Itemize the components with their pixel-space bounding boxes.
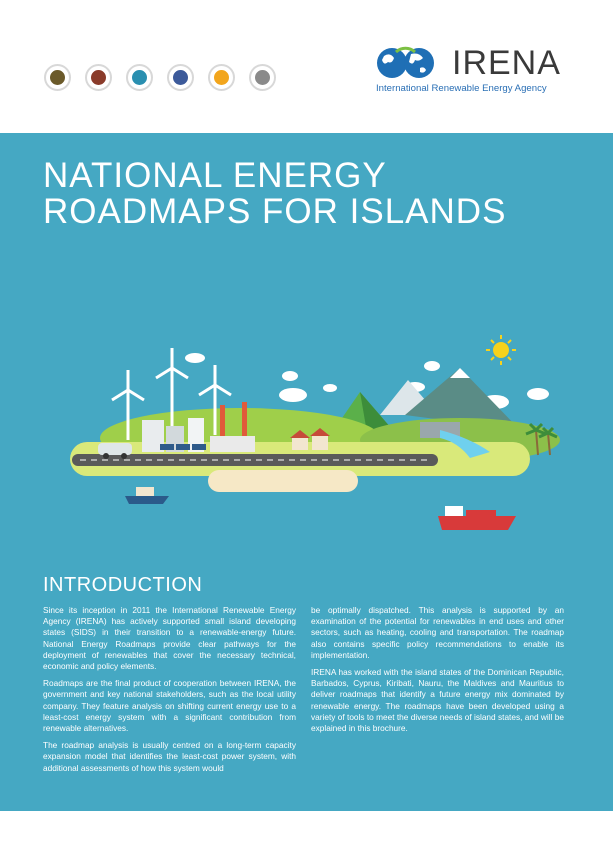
globe-logo-icon (376, 46, 446, 82)
bioenergy-icon (44, 64, 71, 91)
cargo-ship (438, 506, 516, 530)
introduction-heading: INTRODUCTION (43, 574, 203, 596)
logo-wordmark: IRENA (452, 44, 561, 82)
page-title (43, 158, 506, 230)
island-illustration (60, 330, 580, 550)
solar-panels (160, 444, 206, 450)
title-line-1: NATIONAL ENERGY (43, 156, 387, 195)
intro-column-right (311, 605, 564, 740)
geothermal-icon (85, 64, 112, 91)
ocean-energy-icon (167, 64, 194, 91)
page-footer (0, 811, 613, 860)
logo-tagline: International Renewable Energy Agency (376, 83, 547, 94)
intro-paragraph: The roadmap analysis is usually centred on a long-term capacity expansion model that identifies the least-cost power system, with additional assessments of how this system would (43, 740, 296, 773)
solar-icon (208, 64, 235, 91)
small-boat (125, 487, 169, 504)
intro-paragraph: Roadmaps are the final product of cooperation between IRENA, the government and key national stakeholders, such as the local utility company. They feature analysis on shifting current energy use to a least-cost energy system with a significant contribution from renewable alternatives. (43, 678, 296, 734)
sun-icon (493, 342, 509, 358)
irena-logo (376, 46, 576, 98)
intro-paragraph: be optimally dispatched. This analysis is supported by an examination of the potential for renewables in end uses and other sectors, such as heating, cooling and transportation. The roadmap also contains specific policy recommendations to enable its implementation. (311, 605, 564, 660)
electric-car (98, 443, 132, 455)
hydropower-icon (126, 64, 153, 91)
intro-column-left (43, 605, 296, 780)
intro-paragraph: Since its inception in 2011 the International Renewable Energy Agency (IRENA) has actively supported small island developing states (SIDS) in their transition to a renewable-energy future. National Energy Roadmaps provide clear pathways for the deployment of renewables that cover the necessary technical, economic and policy elements. (43, 605, 296, 672)
title-line-2: ROADMAPS FOR ISLANDS (43, 192, 507, 231)
renewable-icons-row (44, 64, 276, 91)
wind-icon (249, 64, 276, 91)
intro-paragraph: IRENA has worked with the island states of the Dominican Republic, Barbados, Cyprus, Kiribati, Nauru, the Maldives and Mauritius to deliver roadmaps that identify a future energy mix dominated by renewable energy. The roadmaps have been developed using a variety of tools to meet the diverse needs of island states, and will be explained in this brochure. (311, 667, 564, 734)
page-header (0, 0, 613, 133)
